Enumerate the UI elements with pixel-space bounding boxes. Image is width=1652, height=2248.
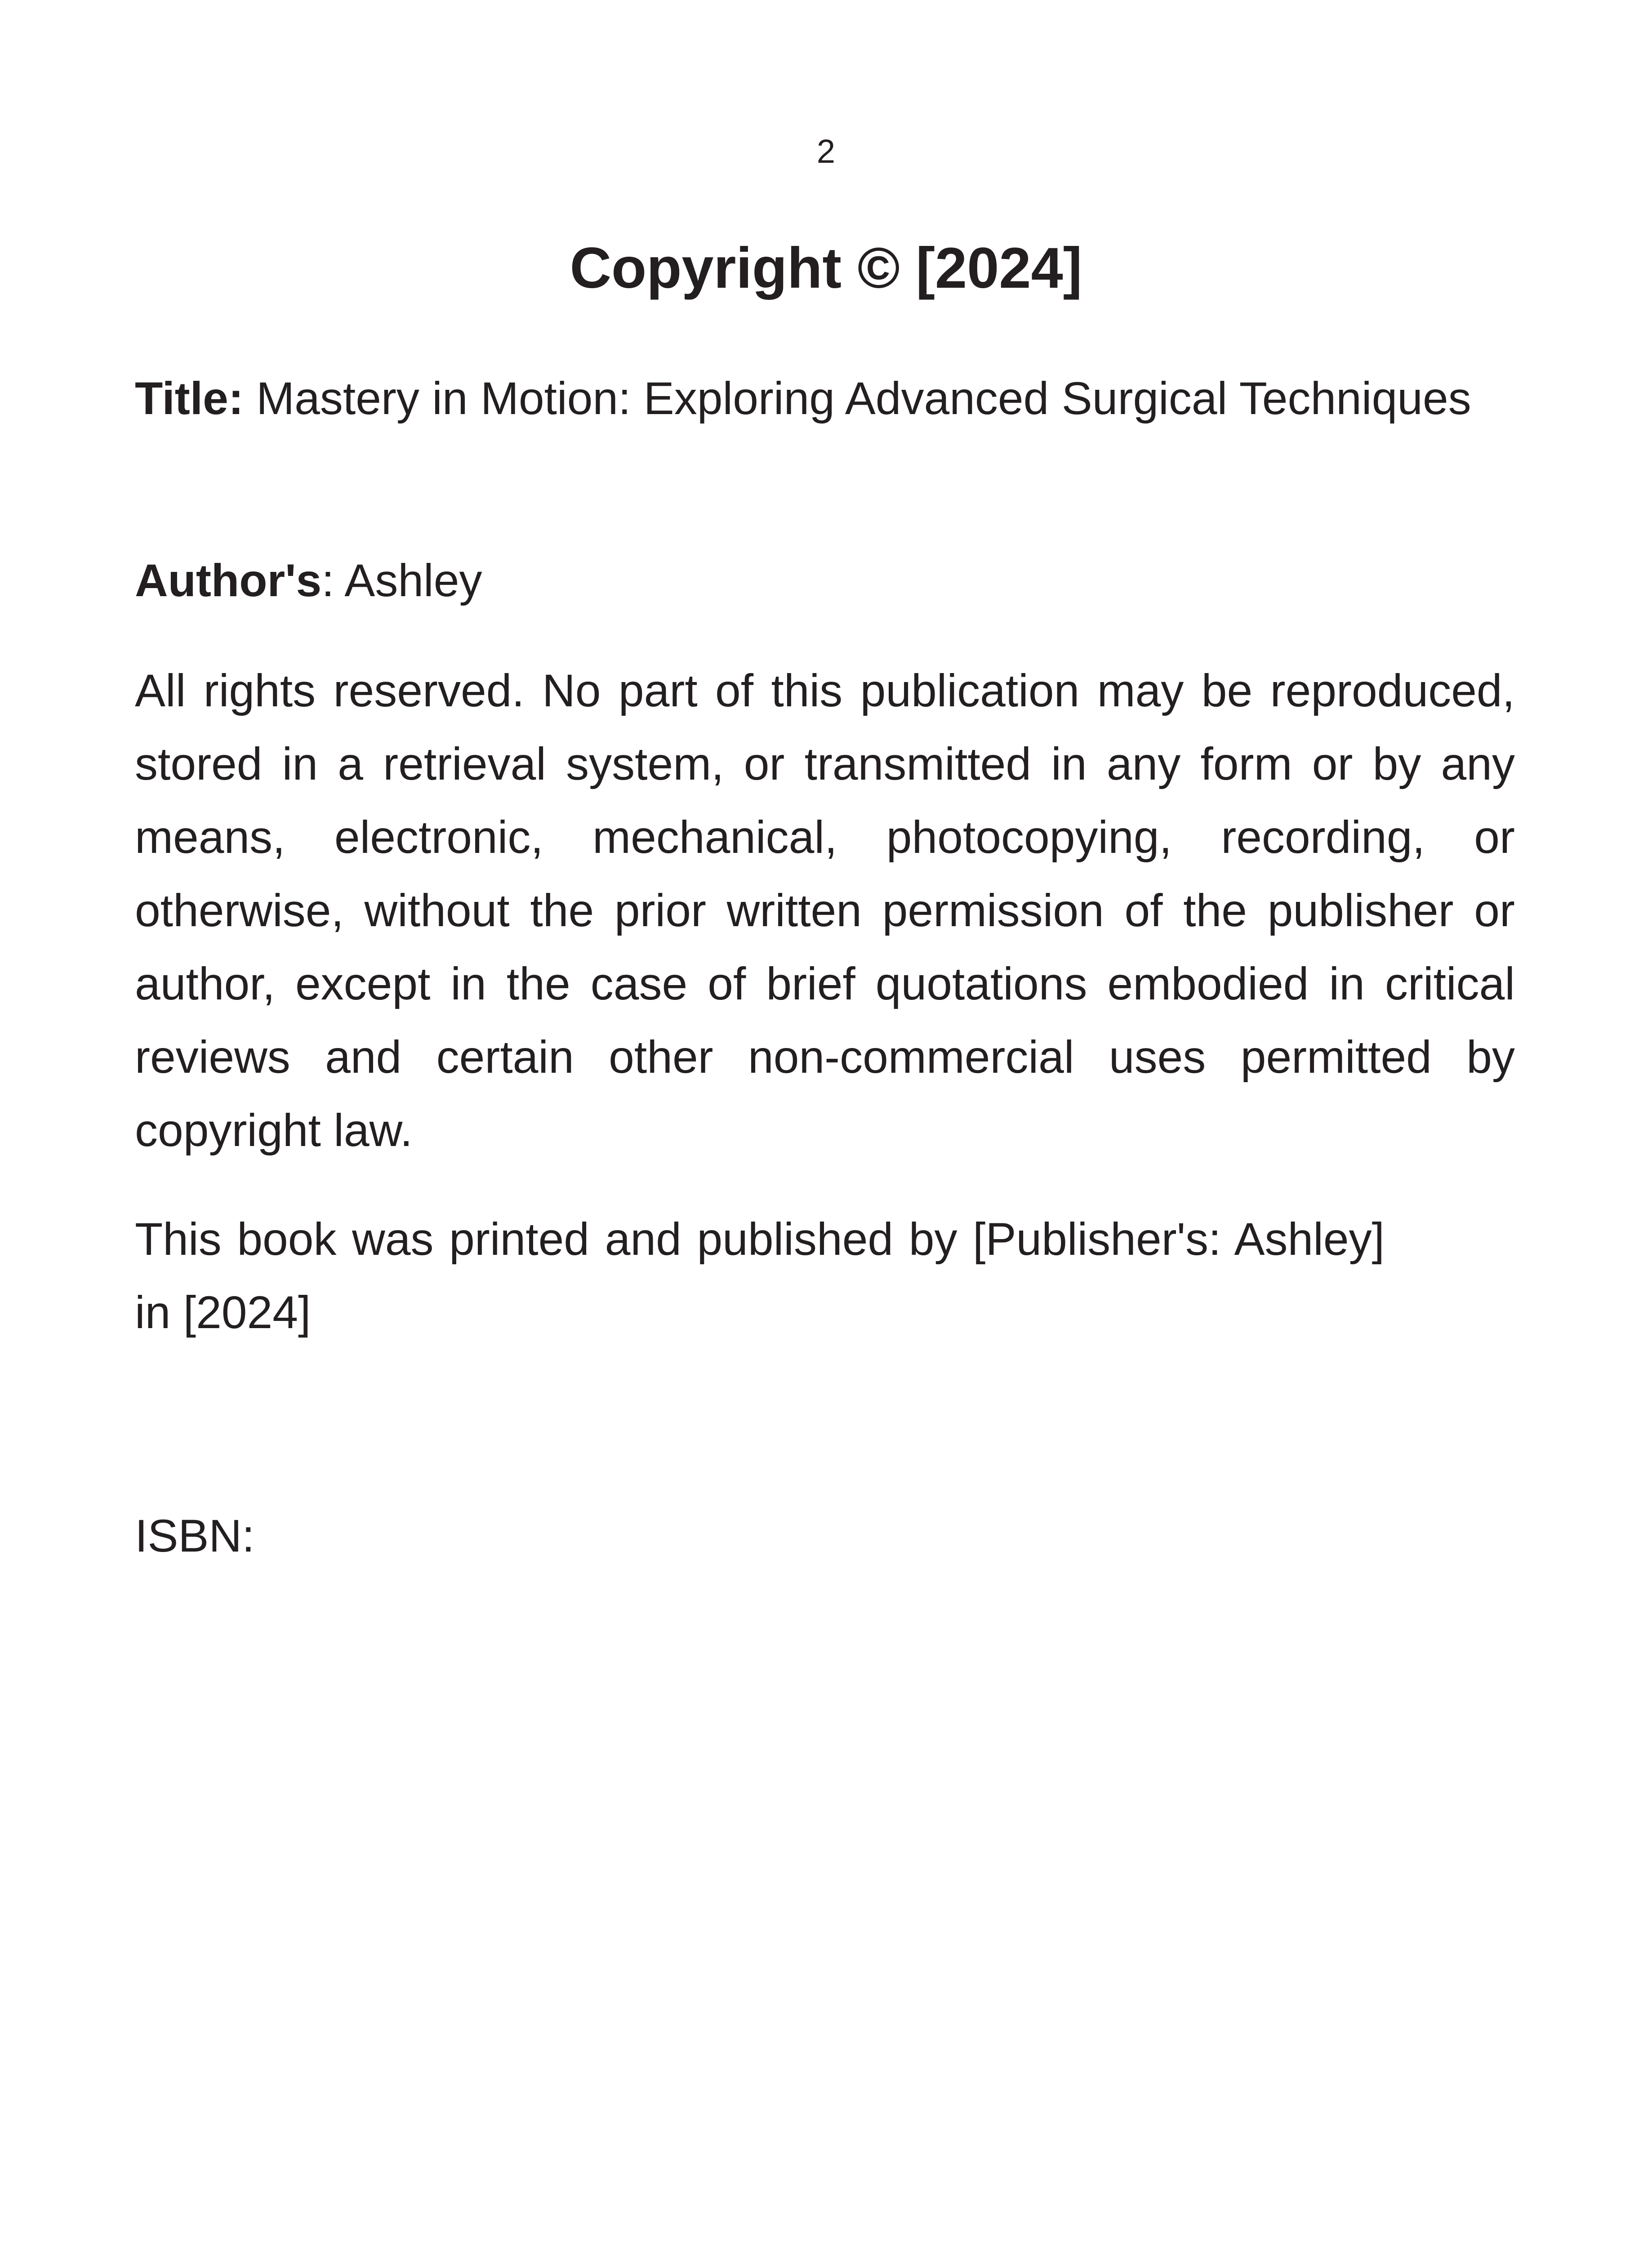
isbn-label: ISBN:	[135, 1510, 255, 1561]
copyright-heading: Copyright © [2024]	[570, 236, 1082, 300]
book-title-line	[135, 362, 1515, 435]
author-name: Ashley	[344, 555, 482, 606]
author-separator: :	[321, 555, 334, 606]
rights-paragraph: All rights reserved. No part of this publication may be reproduced, stored in a retrieval system, or transmitted in any form or by any means, electronic, mechanical, photocopying, recording, or otherwise, without the prior written permission of the publisher or author, except in the case of brief quotations embodied in critical reviews and certain other non-commercial uses permitted by copyright law.	[135, 665, 1515, 1156]
author-line	[135, 544, 1515, 617]
author-label: Author's	[135, 555, 322, 606]
page-number: 2	[816, 133, 836, 170]
publisher-paragraph: This book was printed and published by [Publisher's: Ashley] in [2024]	[135, 1213, 1385, 1338]
book-title: Mastery in Motion: Exploring Advanced Surgical Techniques	[256, 373, 1471, 424]
title-label: Title:	[135, 373, 244, 424]
